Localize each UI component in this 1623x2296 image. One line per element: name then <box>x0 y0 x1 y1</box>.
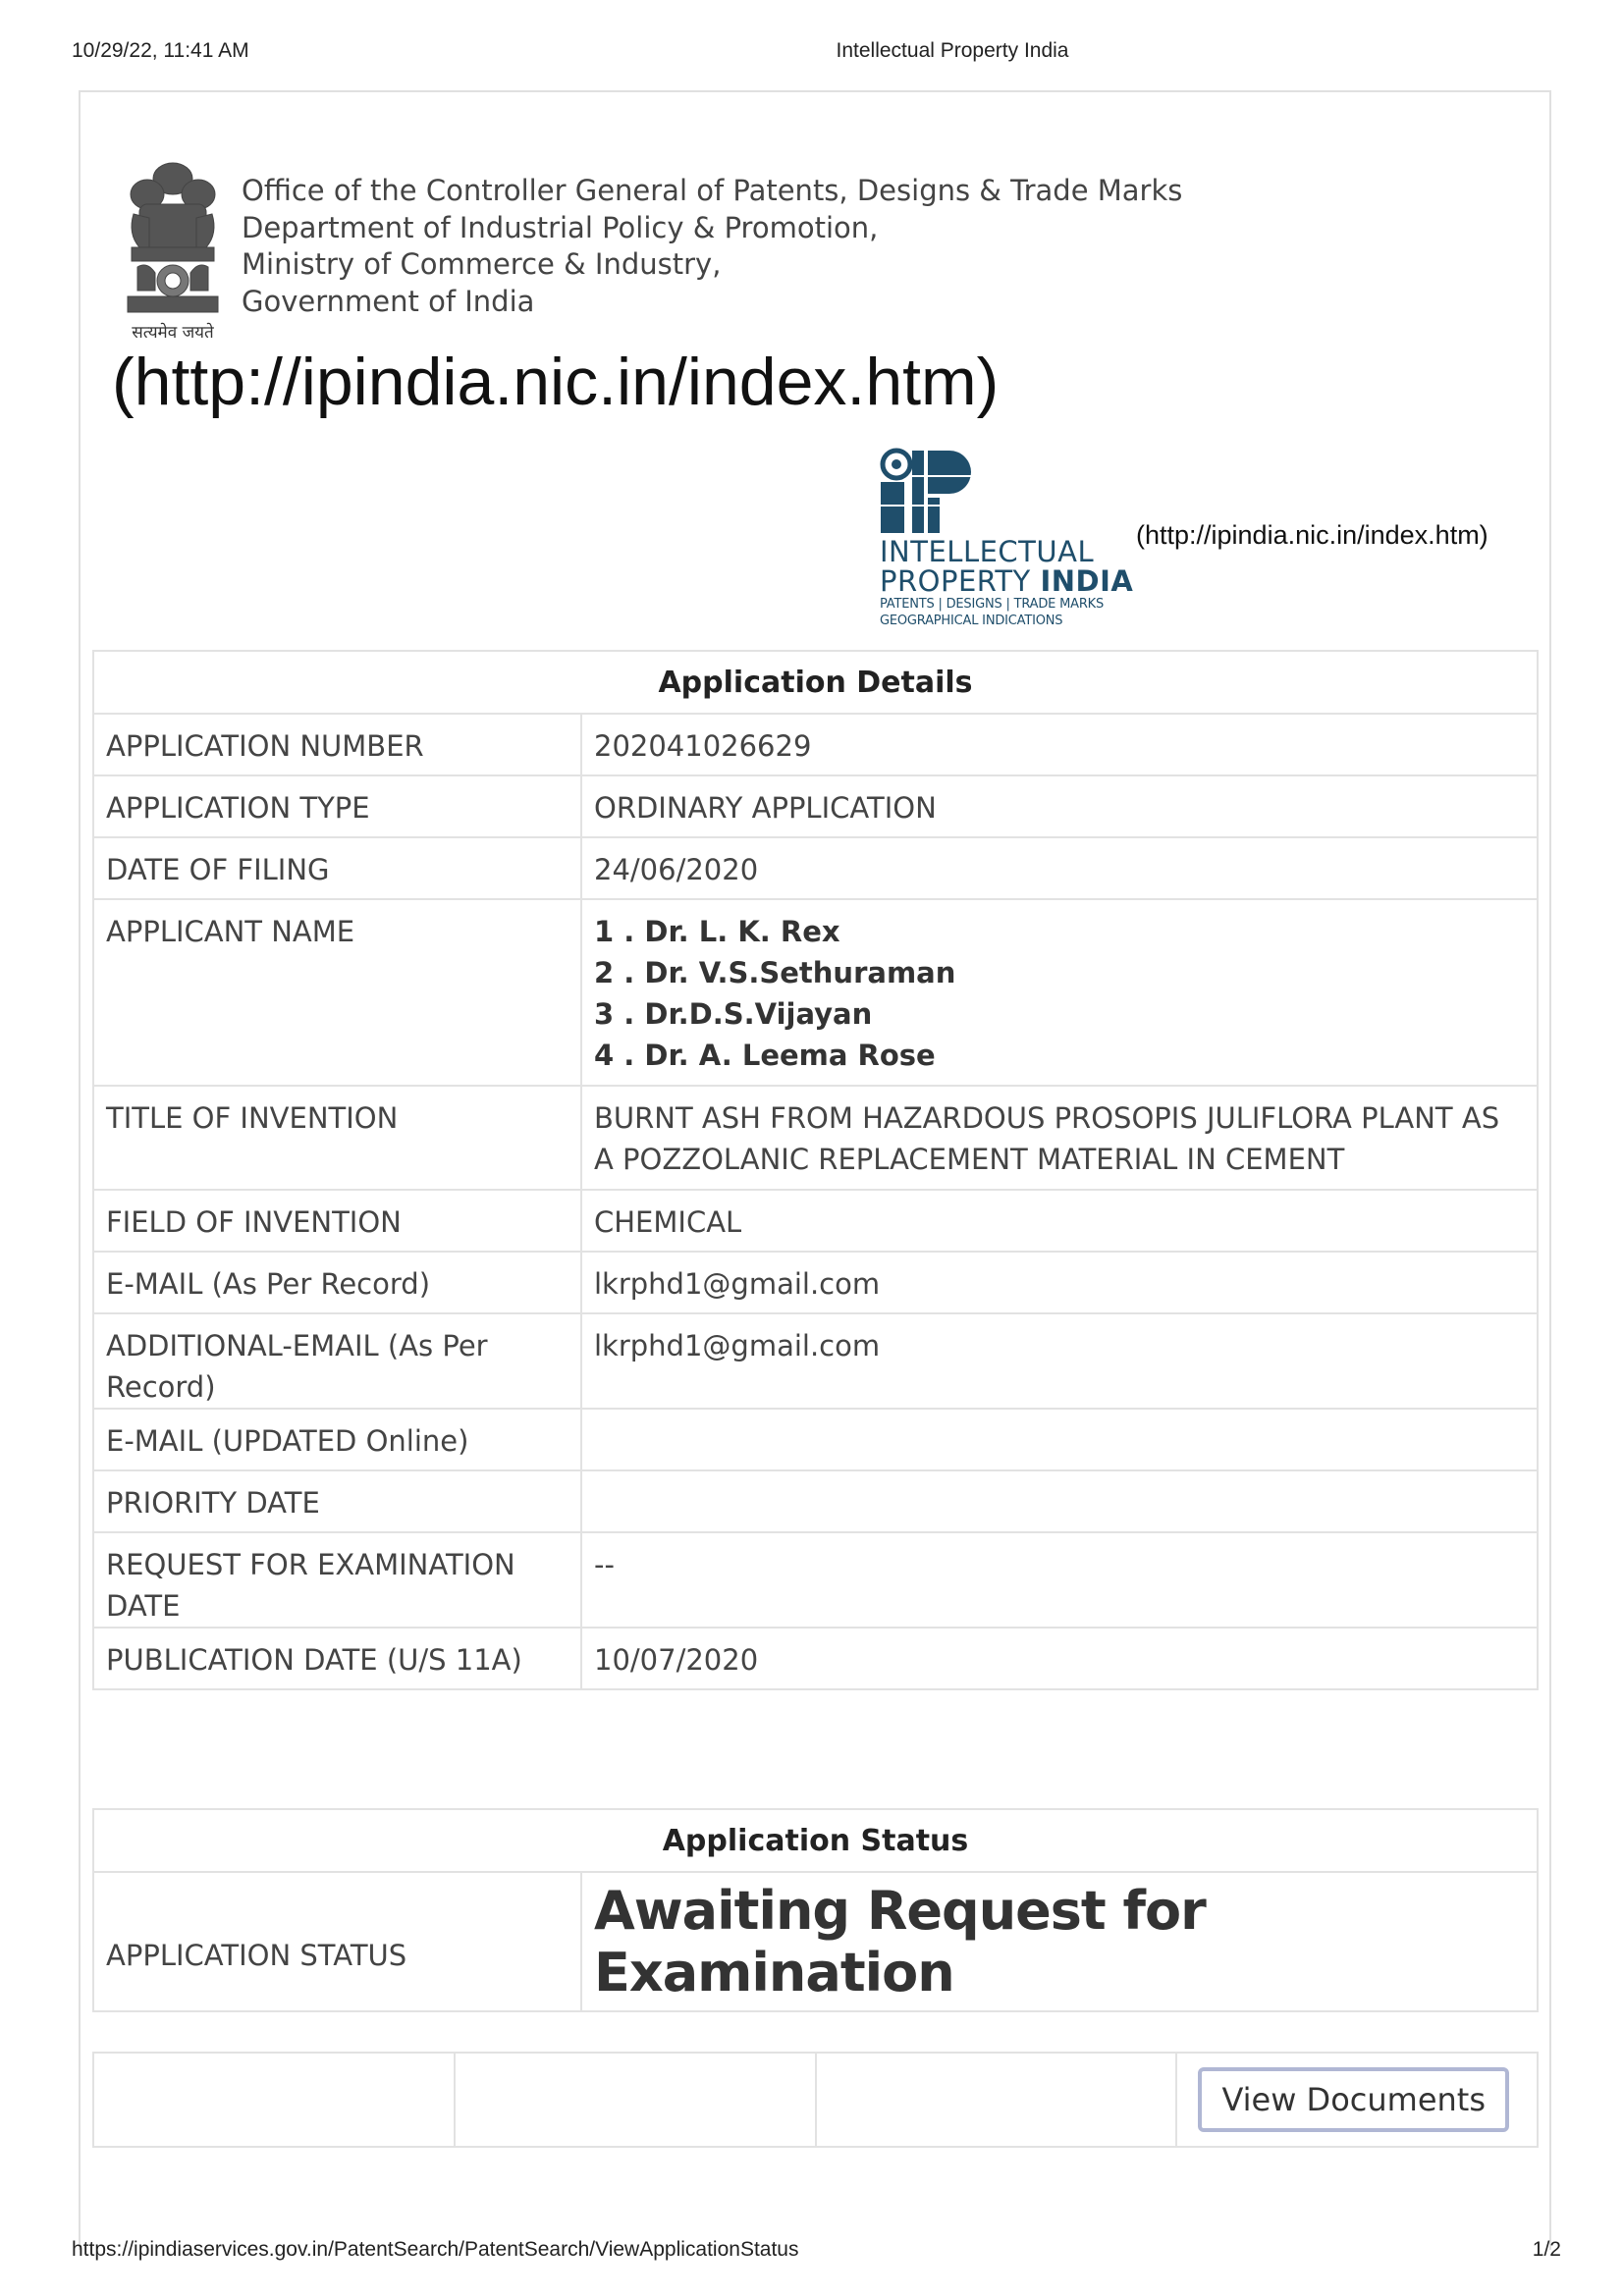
logo-line-4: GEOGRAPHICAL INDICATIONS <box>880 614 1063 628</box>
table-row <box>93 1872 1538 2011</box>
office-line: Department of Industrial Policy & Promotion, <box>242 210 879 244</box>
application-type-value: ORDINARY APPLICATION <box>581 775 1538 837</box>
table-row <box>93 1470 1538 1532</box>
request-for-examination-date-value: -- <box>581 1532 1538 1628</box>
application-details-title: Application Details <box>93 651 1538 714</box>
logo-line-3: PATENTS | DESIGNS | TRADE MARKS <box>880 597 1105 612</box>
table-row <box>93 899 1538 1086</box>
table-row <box>93 1252 1538 1313</box>
print-url: https://ipindiaservices.gov.in/PatentSearch/PatentSearch/ViewApplicationStatus <box>72 2238 799 2261</box>
table-row <box>93 1628 1538 1689</box>
application-status-title: Application Status <box>93 1809 1538 1872</box>
row-label: APPLICATION TYPE <box>93 775 581 837</box>
view-documents-cell <box>1176 2053 1538 2147</box>
table-row <box>93 1532 1538 1628</box>
row-label: REQUEST FOR EXAMINATION DATE <box>93 1532 581 1628</box>
title-of-invention-value: BURNT ASH FROM HAZARDOUS PROSOPIS JULIFLORA PLANT AS A POZZOLANIC REPLACEMENT MATERIAL IN CEMENT <box>581 1086 1538 1190</box>
documents-table <box>92 2052 1539 2148</box>
print-datetime: 10/29/22, 11:41 AM <box>72 39 249 62</box>
row-label: ADDITIONAL-EMAIL (As Per Record) <box>93 1313 581 1409</box>
national-emblem-icon <box>118 157 228 346</box>
office-line: Ministry of Commerce & Industry, <box>242 247 722 281</box>
email-value: lkrphd1@gmail.com <box>581 1252 1538 1313</box>
row-label: DATE OF FILING <box>93 837 581 899</box>
row-label: E-MAIL (UPDATED Online) <box>93 1409 581 1470</box>
empty-cell <box>93 2053 455 2147</box>
print-page-title: Intellectual Property India <box>836 39 1069 62</box>
office-line: Office of the Controller General of Patents, Designs & Trade Marks <box>242 174 1183 207</box>
applicant-name: 2 . Dr. V.S.Sethuraman <box>594 956 956 989</box>
applicant-name: 3 . Dr.D.S.Vijayan <box>594 997 873 1031</box>
applicant-names <box>581 899 1538 1086</box>
table-row <box>93 1086 1538 1190</box>
office-title <box>242 173 1182 320</box>
table-row <box>93 837 1538 899</box>
table-row <box>93 714 1538 775</box>
home-link-small[interactable]: (http://ipindia.nic.in/index.htm) <box>1136 520 1488 550</box>
emblem-motto: सत्यमेव जयते <box>132 323 214 343</box>
row-label: APPLICANT NAME <box>93 899 581 1086</box>
logo-line-2: PROPERTY INDIA <box>880 564 1134 598</box>
row-label: PRIORITY DATE <box>93 1470 581 1532</box>
table-row <box>93 1313 1538 1409</box>
empty-cell <box>455 2053 816 2147</box>
email-updated-value <box>581 1409 1538 1470</box>
applicant-name: 1 . Dr. L. K. Rex <box>594 915 840 948</box>
applicant-name: 4 . Dr. A. Leema Rose <box>594 1039 936 1072</box>
additional-email-value: lkrphd1@gmail.com <box>581 1313 1538 1409</box>
table-row <box>93 1409 1538 1470</box>
publication-date-value: 10/07/2020 <box>581 1628 1538 1689</box>
row-label: PUBLICATION DATE (U/S 11A) <box>93 1628 581 1689</box>
priority-date-value <box>581 1470 1538 1532</box>
print-page-number: 1/2 <box>1532 2238 1561 2261</box>
table-row <box>93 775 1538 837</box>
ip-india-logo-text <box>880 537 1133 629</box>
status-label: APPLICATION STATUS <box>93 1872 581 2011</box>
print-footer <box>0 2238 1623 2268</box>
empty-cell <box>816 2053 1177 2147</box>
field-of-invention-value: CHEMICAL <box>581 1190 1538 1252</box>
row-label: FIELD OF INVENTION <box>93 1190 581 1252</box>
row-label: APPLICATION NUMBER <box>93 714 581 775</box>
office-line: Government of India <box>242 284 535 318</box>
application-status-table <box>92 1808 1539 2012</box>
row-label: TITLE OF INVENTION <box>93 1086 581 1190</box>
application-details-table <box>92 650 1539 1690</box>
table-row <box>93 2053 1538 2147</box>
print-header <box>0 39 1623 69</box>
home-link-large[interactable]: (http://ipindia.nic.in/index.htm) <box>112 345 1000 419</box>
logo-line-1: INTELLECTUAL <box>880 535 1095 568</box>
status-value: Awaiting Request for Examination <box>581 1872 1538 2011</box>
table-row <box>93 1190 1538 1252</box>
application-number-value: 202041026629 <box>581 714 1538 775</box>
date-of-filing-value: 24/06/2020 <box>581 837 1538 899</box>
view-documents-button[interactable]: View Documents <box>1198 2067 1509 2132</box>
row-label: E-MAIL (As Per Record) <box>93 1252 581 1313</box>
